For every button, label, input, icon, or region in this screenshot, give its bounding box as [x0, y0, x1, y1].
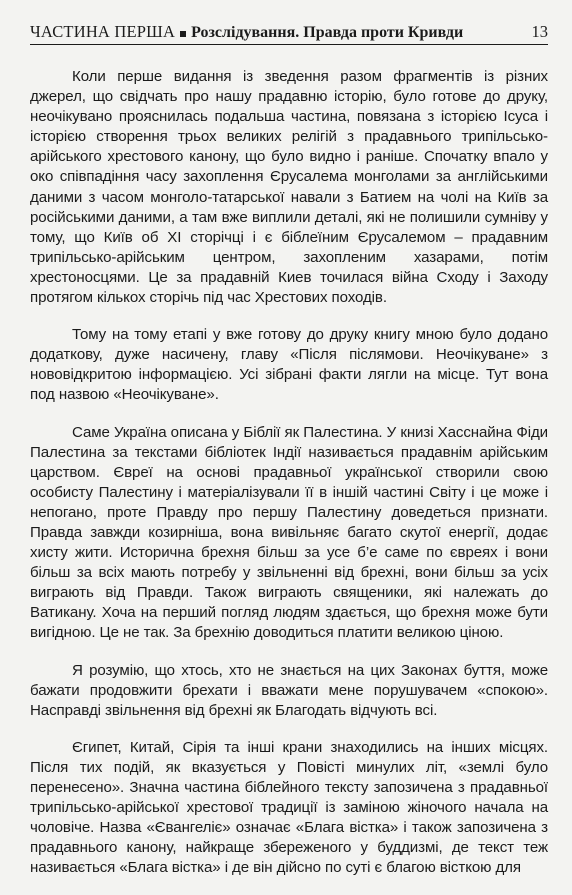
- header-rule: [30, 44, 548, 45]
- section-title: Розслідування. Правда проти Кривди: [191, 24, 464, 41]
- running-header: [30, 16, 548, 42]
- paragraph: Я розумію, що хтось, хто не знається на цих Законах буття, може бажати продовжити брехати і вважати мене порушувачем «спокою». Насправді звільнення від брехні як Благодать відчують всі.: [30, 661, 548, 719]
- header-titles: [30, 22, 463, 42]
- header-separator: [180, 31, 186, 37]
- page-number: 13: [531, 22, 548, 41]
- paragraph: Єгипет, Китай, Сірія та інші крани знаходились на інших місцях. Після тих подій, як вказується у Повісті минулих літ, «землі було перенесено». Значна частина біблейного тексту запозичена з прадавньої трипільсько-арійської хрестової традиції із заміною жіночого начала на чоловіче. Назва «Євангеліє» означає «Блага вістка» і також запозичена з прадавнього канону, найкраще збереженого у буддизмі, де текст теж називається «Блага вістка» і де він дійсно по суті є благою вісткою для: [30, 738, 548, 877]
- part-title: ЧАСТИНА ПЕРША: [30, 22, 176, 41]
- paragraph: Тому на тому етапі у вже готову до друку книгу мною було додано додаткову, дуже насичену, главу «Після післямови. Неочікуване» з нововідкритою інформацією. Усі зібрані факти лягли на місце. Тут вона под назвою «Неочікуване».: [30, 326, 548, 404]
- paragraph: Саме Україна описана у Біблії як Палестина. У книзі Хасснайна Фіди Палестина за текстами бібліотек Індії називається прадавнім арійським царством. Євреї на основі прадавньої української створили свою особисту Палестину і матеріалізували її в іншій частині Світу і це може і непогано, проте Правду про першу Палестину доведеться признати. Правда завжди козирніша, вона вивільняє багато скутої енергії, додає хисту жити. Исторична брехня більш за усе б’е саме по євреях і вони більш за всіх мають потребу у звільненні від брехні, вони більш за усіх виграють від Правди. Також виграють священики, які належать до Ватикану. Хоча на перший погляд людям здається, що брехня може бути вигідною. Це не так. За брехнію доводиться платити великою ціною.: [30, 423, 548, 642]
- body-text: [30, 67, 548, 895]
- paragraph: Коли перше видання із зведення разом фрагментів із різних джерел, що свідчать про нашу прадавню історію, було готове до друку, неочікувано прояснилась подальша частина, повязана з історією Ісуса і історією створення трьох великих релігій з прадавнього трипільсько-арійського хрестового канону, що було видно і раніше. Спочатку впало у око співпадіння часу захоплення Єрусалема монголами за англійськими даними з часом монголо-татарської навали з Батием на чолі на Київ за російськими даними, а там вже виплили деталі, які не полишили сумніву у тому, що Київ об ХІ сторічці і є біблеїним Єрусалемом – прадавним трипільсько-арійським центром, захопленим хазарами, потім хрестоносцями. Це за прадавній Киев точилася війна Сходу і Заходу протягом кількох сторічь під час Хрестових походів.: [30, 68, 548, 307]
